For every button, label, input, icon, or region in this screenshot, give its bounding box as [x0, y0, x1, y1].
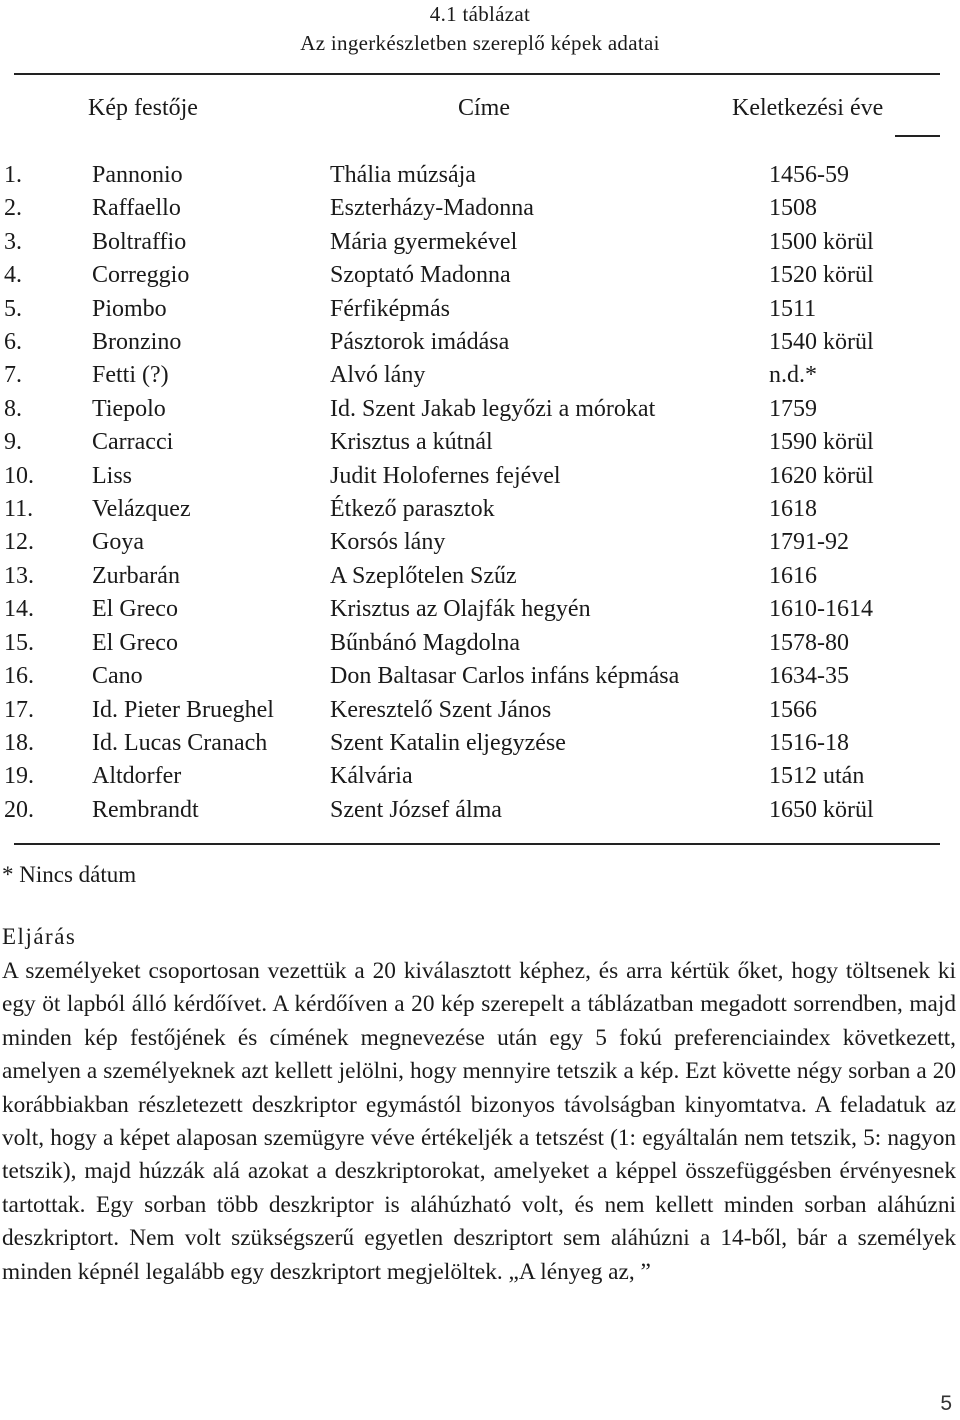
row-painter: Id. Pieter Brueghel: [92, 696, 274, 723]
row-number: 12.: [4, 529, 34, 556]
section-paragraph: A személyeket csoportosan vezettük a 20 kiválasztott képhez, és arra kértük őket, hogy töltsenek ki egy öt lapból álló kérdőívet. A kérdőíven a 20 kép szerepelt a táblázatban megadott sorrendben, majd minden kép festőjének és címének megnevezése után egy 5 fokú preferenciaindex következett, amelyen a személyeknek azt kellett jelölni, hogy mennyire tetszik a kép. Ezt követte négy sorban a 20 korábbiakban részletezett deszkriptor egymástól bizonyos távolságban kinyomtatva. A feladatuk az volt, hogy a képet alaposan szemügyre véve értékeljék a tetszést (1: egyáltalán nem tetszik, 5: nagyon tetszik), majd húzzák alá azokat a deszkriptorokat, amelyeket a képpel összefüggésben érvényesnek tartottak. Egy sorban több deszkriptor is aláhúzható volt, és nem kellett minden sorban aláhúzni deszkriptort. Nem volt szükségszerű egyetlen deszriptort sem aláhúzni a 14-ből, bár a személyek minden képnél legalább egy deszkriptort megjelöltek. „A lényeg az, ”: [2, 958, 956, 1285]
row-painter: Zurbarán: [92, 562, 180, 589]
row-year: n.d.*: [769, 362, 817, 389]
row-number: 5.: [4, 295, 22, 322]
table-row: [0, 259, 960, 292]
table-row: [0, 627, 960, 660]
row-painter: Rembrandt: [92, 796, 199, 823]
table-row: [0, 560, 960, 593]
row-painter: Raffaello: [92, 195, 181, 222]
row-painter: Fetti (?): [92, 362, 169, 389]
row-year: 1511: [769, 295, 817, 322]
row-number: 13.: [4, 562, 34, 589]
table-row: [0, 326, 960, 359]
table-row: [0, 727, 960, 760]
row-year: 1566: [769, 696, 817, 723]
table-row: [0, 526, 960, 559]
row-painter: Velázquez: [92, 496, 191, 523]
row-year: 1650 körül: [769, 796, 874, 823]
table-row: [0, 293, 960, 326]
row-title: Keresztelő Szent János: [330, 696, 552, 723]
row-title: Pásztorok imádása: [330, 329, 510, 356]
table-row: [0, 226, 960, 259]
row-painter: Goya: [92, 529, 144, 556]
row-year: 1456-59: [769, 162, 849, 188]
table-row: [0, 359, 960, 392]
row-number: 8.: [4, 395, 22, 422]
row-year: 1500 körül: [769, 228, 874, 255]
table-row: [0, 760, 960, 793]
row-year: 1590 körül: [769, 429, 874, 456]
row-number: 4.: [4, 262, 22, 289]
row-painter: El Greco: [92, 629, 178, 656]
row-painter: Carracci: [92, 429, 174, 456]
row-number: 1.: [4, 162, 22, 188]
table-footnote: * Nincs dátum: [2, 862, 137, 887]
row-painter: Correggio: [92, 262, 190, 289]
table-caption-number: 4.1 táblázat: [429, 2, 531, 26]
table-row: [0, 493, 960, 526]
row-number: 17.: [4, 696, 34, 723]
row-number: 9.: [4, 429, 22, 456]
row-title: Thália múzsája: [330, 162, 476, 188]
row-year: 1520 körül: [769, 262, 874, 289]
row-number: 11.: [4, 496, 34, 523]
row-title: Szent József álma: [330, 796, 502, 823]
row-title: Id. Szent Jakab legyőzi a mórokat: [330, 395, 656, 422]
page-number: 5: [940, 1392, 952, 1415]
table-body: [0, 159, 960, 827]
row-year: 1540 körül: [769, 329, 874, 356]
row-title: Szoptató Madonna: [330, 262, 511, 289]
table-row: [0, 694, 960, 727]
row-title: Korsós lány: [330, 529, 446, 556]
row-number: 6.: [4, 329, 22, 356]
table-row: [0, 426, 960, 459]
section-heading: Eljárás: [2, 924, 77, 949]
header-year: Keletkezési éve: [732, 95, 884, 121]
row-title: Étkező parasztok: [330, 496, 495, 523]
row-year: 1610-1614: [769, 596, 873, 623]
row-year: 1620 körül: [769, 462, 874, 489]
row-year: 1634-35: [769, 663, 849, 690]
header-title: Címe: [458, 95, 510, 121]
table-row: [0, 159, 960, 192]
table-row: [0, 460, 960, 493]
row-number: 15.: [4, 629, 34, 656]
table-caption-title: Az ingerkészletben szereplő képek adatai: [300, 31, 660, 55]
table-row: [0, 593, 960, 626]
row-number: 10.: [4, 462, 34, 489]
row-painter: Bronzino: [92, 329, 182, 356]
row-year: 1616: [769, 562, 817, 589]
row-painter: Altdorfer: [92, 763, 182, 790]
table-top-rule: [14, 73, 940, 75]
row-number: 2.: [4, 195, 22, 222]
row-painter: Liss: [92, 462, 133, 489]
row-title: Judit Holofernes fejével: [330, 462, 561, 489]
row-title: Mária gyermekével: [330, 228, 518, 255]
row-title: Kálvária: [330, 763, 413, 790]
row-title: Szent Katalin eljegyzése: [330, 729, 566, 756]
row-number: 18.: [4, 729, 34, 756]
row-painter: Cano: [92, 663, 143, 690]
row-title: A Szeplőtelen Szűz: [330, 562, 517, 589]
row-title: Eszterházy-Madonna: [330, 195, 534, 222]
row-year: 1618: [769, 496, 817, 523]
row-title: Krisztus a kútnál: [330, 429, 493, 456]
row-title: Bűnbánó Magdolna: [330, 629, 520, 656]
row-painter: Piombo: [92, 295, 167, 322]
row-title: Férfiképmás: [330, 295, 450, 322]
row-year: 1791-92: [769, 529, 849, 556]
row-year: 1512 után: [769, 763, 865, 790]
row-number: 20.: [4, 796, 34, 823]
table-row: [0, 393, 960, 426]
header-rule: [895, 135, 940, 137]
header-painter: Kép festője: [88, 95, 198, 121]
row-title: Krisztus az Olajfák hegyén: [330, 596, 591, 623]
row-number: 7.: [4, 362, 22, 389]
row-title: Alvó lány: [330, 362, 426, 389]
row-year: 1578-80: [769, 629, 849, 656]
row-painter: Pannonio: [92, 162, 183, 188]
row-painter: Id. Lucas Cranach: [92, 729, 268, 756]
row-year: 1508: [769, 195, 817, 222]
table-row: [0, 192, 960, 225]
table-bottom-rule: [14, 843, 940, 845]
row-year: 1516-18: [769, 729, 849, 756]
row-number: 16.: [4, 663, 34, 690]
table-row: [0, 794, 960, 827]
row-year: 1759: [769, 395, 817, 422]
row-painter: El Greco: [92, 596, 178, 623]
row-number: 14.: [4, 596, 34, 623]
row-painter: Tiepolo: [92, 395, 166, 422]
row-painter: Boltraffio: [92, 228, 187, 255]
row-number: 19.: [4, 763, 34, 790]
row-number: 3.: [4, 228, 22, 255]
table-row: [0, 660, 960, 693]
row-title: Don Baltasar Carlos infáns képmása: [330, 663, 680, 690]
